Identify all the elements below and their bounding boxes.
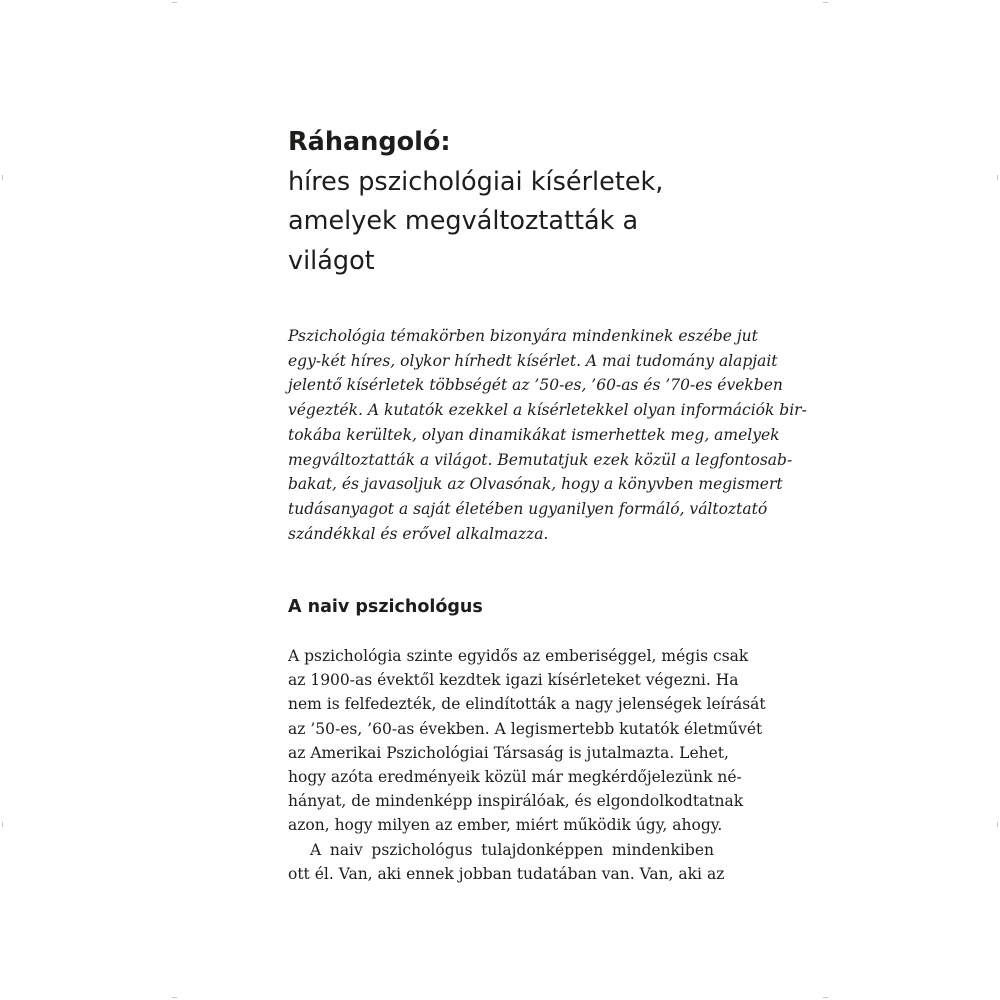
- chapter-title-line-1: Ráhangoló:: [288, 127, 451, 157]
- body-line: azon, hogy milyen az ember, miért működik úgy, ahogy.: [288, 816, 723, 835]
- body-line: A naiv pszichológus tulajdonképpen mindenkiben: [310, 840, 714, 859]
- body-paragraph-1: [288, 644, 766, 838]
- chapter-title-line-2: híres pszichológiai kísérletek,: [288, 166, 664, 197]
- crop-mark-top-left: [172, 2, 177, 3]
- body-line: az ’50-es, ’60-as években. A legismertebb kutatók életművét: [288, 719, 763, 738]
- crop-mark-bottom-left: [172, 997, 177, 998]
- crop-mark-right-lower: [997, 822, 998, 827]
- intro-line: bakat, és javasoljuk az Olvasónak, hogy a könyvben megismert: [288, 475, 783, 494]
- intro-line: egy-két híres, olykor hírhedt kísérlet. A mai tudomány alapjait: [288, 351, 778, 370]
- body-line: ott él. Van, aki ennek jobban tudatában van. Van, aki az: [288, 864, 725, 883]
- body-line: az Amerikai Pszichológiai Társaság is jutalmazta. Lehet,: [288, 743, 729, 762]
- intro-paragraph: [288, 324, 807, 546]
- chapter-title-line-4: világot: [288, 245, 375, 276]
- intro-line: szándékkal és erővel alkalmazza.: [288, 524, 549, 543]
- intro-line: Pszichológia témakörben bizonyára mindenkinek eszébe jut: [288, 327, 758, 345]
- intro-line: tokába kerültek, olyan dinamikákat ismerhettek meg, amelyek: [288, 425, 780, 444]
- crop-mark-bottom-right: [823, 997, 828, 998]
- crop-mark-top-right: [823, 2, 828, 3]
- chapter-title-line-3: amelyek megváltoztatták a: [288, 206, 639, 236]
- section-heading: A naiv pszichológus: [288, 597, 483, 617]
- body-line: hogy azóta eredményeik közül már megkérdőjelezünk né-: [288, 768, 742, 787]
- intro-line: megváltoztatták a világot. Bemutatjuk ezek közül a legfontosab-: [288, 450, 793, 469]
- intro-line: jelentő kísérletek többségét az ’50-es, ’60-as és ’70-es években: [288, 376, 783, 395]
- crop-mark-right-upper: [997, 175, 998, 180]
- body-line: hányat, de mindenképp inspirálóak, és elgondolkodtatnak: [288, 792, 744, 811]
- intro-line: tudásanyagot a saját életében ugyanilyen formáló, változtató: [288, 499, 768, 518]
- body-text: [288, 644, 766, 886]
- intro-line: végezték. A kutatók ezekkel a kísérletekkel olyan információk bir-: [288, 401, 807, 420]
- body-line: az 1900-as évektől kezdtek igazi kísérleteket végezni. Ha: [288, 671, 739, 690]
- crop-mark-left-lower: [2, 822, 3, 827]
- body-line: nem is felfedezték, de elindították a nagy jelenségek leírását: [288, 695, 766, 714]
- body-line: A pszichológia szinte egyidős az emberiséggel, mégis csak: [288, 647, 749, 665]
- chapter-title: [288, 123, 748, 281]
- body-paragraph-2: [288, 838, 725, 886]
- crop-mark-left-upper: [2, 175, 3, 180]
